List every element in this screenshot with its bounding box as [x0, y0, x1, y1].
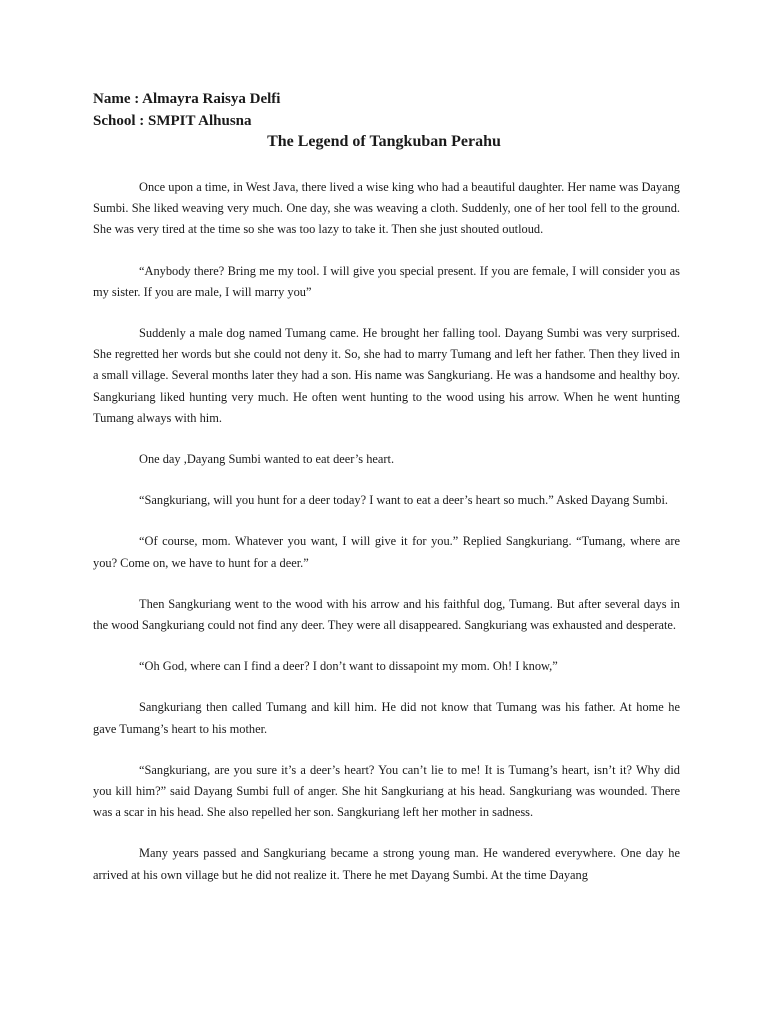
story-body: [93, 177, 680, 906]
paragraph: Sangkuriang then called Tumang and kill him. He did not know that Tumang was his father. At home he gave Tumang’s heart to his mother.: [93, 700, 680, 736]
document-title: The Legend of Tangkuban Perahu: [267, 133, 501, 150]
paragraph: “Sangkuriang, are you sure it’s a deer’s heart? You can’t lie to me! It is Tumang’s heart, isn’t it? Why did you kill him?” said Dayang Sumbi full of anger. She hit Sangkuriang at his head. Sangkuriang was wounded. There was a scar in his head. She also repelled her son. Sangkuriang left her mother in sadness.: [93, 762, 680, 820]
school-line: School : SMPIT Alhusna: [93, 113, 252, 129]
author-name-line: Name : Almayra Raisya Delfi: [93, 91, 281, 107]
paragraph: One day ,Dayang Sumbi wanted to eat deer’s heart.: [139, 452, 395, 467]
paragraph: Many years passed and Sangkuriang became a strong young man. He wandered everywhere. One day he arrived at his own village but he did not realize it. There he met Dayang Sumbi. At the time Dayang: [93, 846, 680, 882]
paragraph: “Sangkuriang, will you hunt for a deer today? I want to eat a deer’s heart so much.” Asked Dayang Sumbi.: [139, 493, 668, 508]
paragraph: “Of course, mom. Whatever you want, I will give it for you.” Replied Sangkuriang. “Tumang, where are you? Come on, we have to hunt for a deer.”: [93, 534, 680, 570]
paragraph: Then Sangkuriang went to the wood with his arrow and his faithful dog, Tumang. But after several days in the wood Sangkuriang could not find any deer. They were all disappeared. Sangkuriang was exhausted and desperate.: [93, 596, 680, 633]
paragraph: Suddenly a male dog named Tumang came. He brought her falling tool. Dayang Sumbi was very surprised. She regretted her words but she could not deny it. So, she had to marry Tumang and left her father. Then they lived in a small village. Several months later they had a son. His name was Sangkuriang. He was a handsome and healthy boy. Sangkuriang liked hunting very much. He often went hunting to the wood using his arrow. When he went hunting Tumang always with him.: [93, 326, 680, 425]
paragraph: “Anybody there? Bring me my tool. I will give you special present. If you are female, I will consider you as my sister. If you are male, I will marry you”: [93, 263, 680, 299]
paragraph: “Oh God, where can I find a deer? I don’t want to dissapoint my mom. Oh! I know,”: [139, 659, 558, 674]
paragraph: Once upon a time, in West Java, there lived a wise king who had a beautiful daughter. Her name was Dayang Sumbi. She liked weaving very much. One day, she was weaving a cloth. Suddenly, one of her tool fell to the ground. She was very tired at the time so she was too lazy to take it. Then she just shouted outloud.: [93, 180, 680, 237]
